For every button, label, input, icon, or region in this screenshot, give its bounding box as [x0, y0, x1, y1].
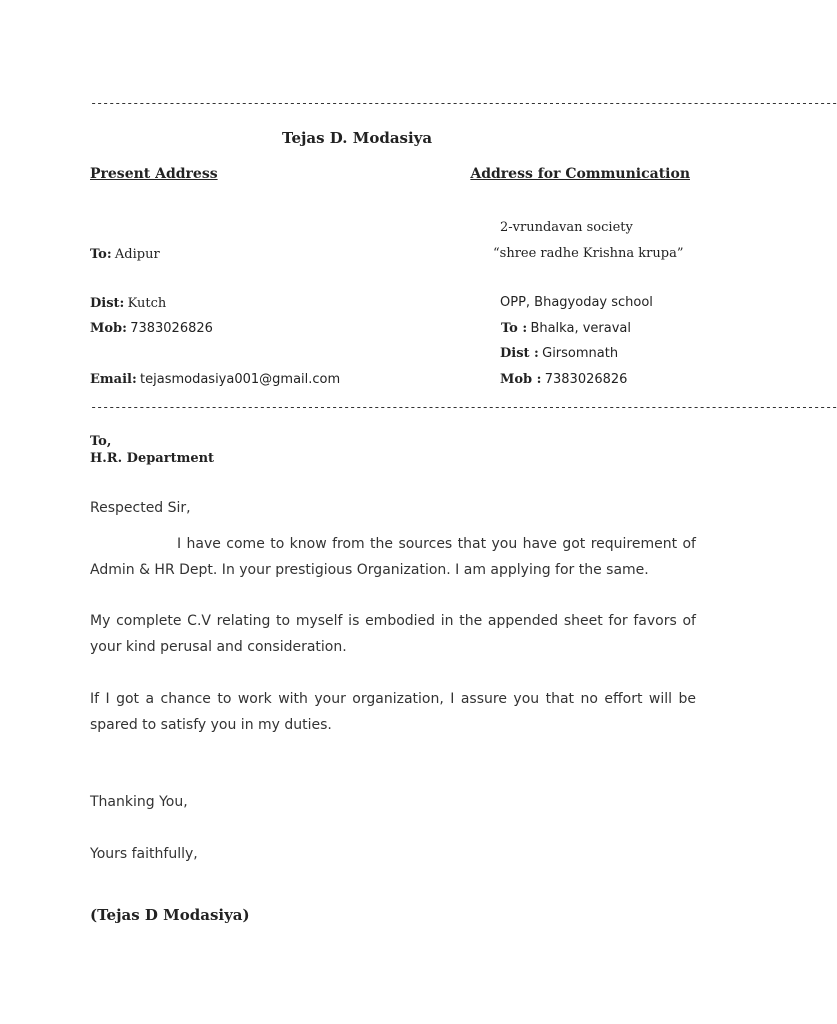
salutation: Respected Sir,: [90, 500, 191, 516]
present-email-label: Email:: [90, 372, 137, 387]
present-to-line: [90, 246, 160, 262]
comm-mob-line: [500, 371, 627, 387]
recipient-department: H.R. Department: [90, 451, 215, 466]
thanking-line: Thanking You,: [90, 794, 188, 810]
closing-line: Yours faithfully,: [90, 846, 198, 862]
comm-mob-label: Mob :: [500, 372, 542, 387]
recipient-to: To,: [90, 434, 112, 449]
paragraph-1: [90, 531, 696, 583]
comm-line1: 2-vrundavan society: [500, 220, 633, 235]
comm-line2: “shree radhe Krishna krupa”: [493, 246, 684, 261]
top-separator: ----------------------------------------------------------------------------------------------------------------------------: [90, 96, 837, 110]
comm-line3: OPP, Bhagyoday school: [500, 295, 653, 310]
comm-dist-line: [500, 345, 618, 361]
present-address-heading: Present Address: [90, 166, 218, 182]
comm-to-line: [501, 320, 631, 336]
present-mob-line: [90, 320, 213, 336]
present-mob-label: Mob:: [90, 321, 127, 336]
middle-separator: ----------------------------------------------------------------------------------------------------------------------------: [90, 400, 837, 414]
communication-address-heading: Address for Communication: [470, 166, 690, 182]
present-dist-value: Kutch: [127, 296, 167, 311]
present-dist-label: Dist:: [90, 296, 125, 311]
comm-to-value: Bhalka, veraval: [530, 321, 631, 336]
paragraph-2: My complete C.V relating to myself is embodied in the appended sheet for favors of your kind perusal and consideration.: [90, 613, 696, 655]
comm-dist-label: Dist :: [500, 346, 539, 361]
present-dist-line: [90, 295, 166, 311]
comm-mob-value: 7383026826: [544, 372, 628, 387]
present-to-label: To:: [90, 247, 112, 262]
comm-to-label: To :: [501, 321, 528, 336]
present-email-value: tejasmodasiya001@gmail.com: [140, 372, 341, 387]
present-to-value: Adipur: [114, 247, 160, 262]
present-email-line: [90, 371, 340, 387]
paragraph-3: If I got a chance to work with your organization, I assure you that no effort will be spared to satisfy you in my duties.: [90, 691, 696, 733]
name-heading: Tejas D. Modasiya: [282, 129, 433, 147]
signature-name: (Tejas D Modasiya): [90, 906, 250, 924]
present-mob-value: 7383026826: [130, 321, 213, 336]
paragraph-1-text: I have come to know from the sources that you have got requirement of Admin & HR Dept. In your prestigious Organization. I am applying for the same.: [90, 536, 696, 578]
comm-dist-value: Girsomnath: [542, 346, 619, 361]
